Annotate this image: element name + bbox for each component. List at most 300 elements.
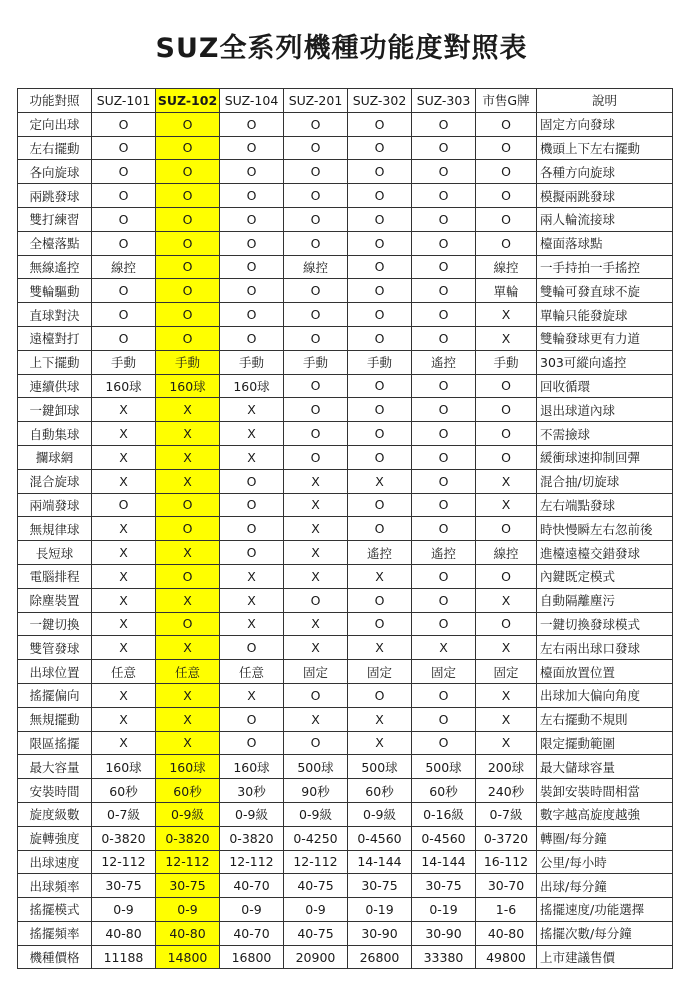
value-cell: X bbox=[476, 683, 537, 707]
value-cell: X bbox=[220, 588, 284, 612]
value-cell: O bbox=[284, 184, 348, 208]
description-cell: 回收循環 bbox=[537, 374, 673, 398]
value-cell: 0-9級 bbox=[284, 802, 348, 826]
value-cell: X bbox=[220, 612, 284, 636]
feature-cell: 攔球網 bbox=[18, 445, 92, 469]
header-description: 說明 bbox=[537, 89, 673, 113]
value-cell: 固定 bbox=[348, 660, 412, 684]
header-model: SUZ-102 bbox=[156, 89, 220, 113]
feature-cell: 出球速度 bbox=[18, 850, 92, 874]
value-cell: O bbox=[220, 469, 284, 493]
header-model: 市售G牌 bbox=[476, 89, 537, 113]
description-cell: 時快慢瞬左右忽前後 bbox=[537, 517, 673, 541]
value-cell: 0-3820 bbox=[156, 826, 220, 850]
value-cell: X bbox=[220, 564, 284, 588]
value-cell: O bbox=[476, 374, 537, 398]
value-cell: X bbox=[476, 493, 537, 517]
value-cell: 手動 bbox=[284, 350, 348, 374]
feature-cell: 定向出球 bbox=[18, 112, 92, 136]
value-cell: O bbox=[220, 136, 284, 160]
value-cell: O bbox=[156, 303, 220, 327]
value-cell: 固定 bbox=[412, 660, 476, 684]
table-row bbox=[18, 184, 673, 208]
value-cell: X bbox=[476, 731, 537, 755]
value-cell: O bbox=[220, 184, 284, 208]
value-cell: O bbox=[412, 564, 476, 588]
value-cell: 遙控 bbox=[348, 541, 412, 565]
value-cell: O bbox=[348, 184, 412, 208]
table-row bbox=[18, 231, 673, 255]
value-cell: O bbox=[348, 445, 412, 469]
description-cell: 單輪只能發旋球 bbox=[537, 303, 673, 327]
value-cell: O bbox=[284, 112, 348, 136]
value-cell: O bbox=[220, 731, 284, 755]
value-cell: O bbox=[476, 207, 537, 231]
value-cell: 0-4250 bbox=[284, 826, 348, 850]
table-row bbox=[18, 802, 673, 826]
value-cell: 手動 bbox=[476, 350, 537, 374]
value-cell: X bbox=[156, 707, 220, 731]
description-cell: 雙輪發球更有力道 bbox=[537, 326, 673, 350]
table-row bbox=[18, 350, 673, 374]
value-cell: O bbox=[284, 231, 348, 255]
value-cell: 40-70 bbox=[220, 874, 284, 898]
feature-cell: 一鍵卸球 bbox=[18, 398, 92, 422]
description-cell: 一鍵切換發球模式 bbox=[537, 612, 673, 636]
table-row bbox=[18, 303, 673, 327]
value-cell: 0-9 bbox=[284, 898, 348, 922]
description-cell: 出球/每分鐘 bbox=[537, 874, 673, 898]
table-header-row bbox=[18, 89, 673, 113]
value-cell: X bbox=[476, 636, 537, 660]
table-row bbox=[18, 588, 673, 612]
value-cell: O bbox=[476, 398, 537, 422]
value-cell: X bbox=[156, 636, 220, 660]
table-row bbox=[18, 850, 673, 874]
value-cell: X bbox=[284, 612, 348, 636]
value-cell: O bbox=[412, 255, 476, 279]
feature-cell: 一鍵切換 bbox=[18, 612, 92, 636]
value-cell: O bbox=[156, 160, 220, 184]
value-cell: 500球 bbox=[348, 755, 412, 779]
description-cell: 搖擺速度/功能選擇 bbox=[537, 898, 673, 922]
value-cell: X bbox=[92, 541, 156, 565]
value-cell: O bbox=[348, 422, 412, 446]
feature-cell: 左右擺動 bbox=[18, 136, 92, 160]
table-row bbox=[18, 779, 673, 803]
description-cell: 自動隔離塵污 bbox=[537, 588, 673, 612]
value-cell: O bbox=[476, 517, 537, 541]
value-cell: O bbox=[220, 517, 284, 541]
comparison-table bbox=[17, 88, 673, 969]
value-cell: 160球 bbox=[156, 755, 220, 779]
table-row bbox=[18, 707, 673, 731]
value-cell: O bbox=[412, 112, 476, 136]
feature-cell: 安裝時間 bbox=[18, 779, 92, 803]
value-cell: X bbox=[284, 493, 348, 517]
value-cell: O bbox=[412, 184, 476, 208]
value-cell: O bbox=[412, 588, 476, 612]
value-cell: 500球 bbox=[412, 755, 476, 779]
value-cell: O bbox=[412, 279, 476, 303]
value-cell: 30-75 bbox=[156, 874, 220, 898]
description-cell: 不需撿球 bbox=[537, 422, 673, 446]
header-feature: 功能對照 bbox=[18, 89, 92, 113]
value-cell: O bbox=[156, 564, 220, 588]
feature-cell: 自動集球 bbox=[18, 422, 92, 446]
value-cell: 手動 bbox=[348, 350, 412, 374]
value-cell: O bbox=[348, 112, 412, 136]
value-cell: O bbox=[156, 517, 220, 541]
value-cell: 33380 bbox=[412, 945, 476, 969]
value-cell: 40-75 bbox=[284, 921, 348, 945]
value-cell: O bbox=[348, 326, 412, 350]
table-row bbox=[18, 136, 673, 160]
value-cell: X bbox=[156, 398, 220, 422]
feature-cell: 雙打練習 bbox=[18, 207, 92, 231]
value-cell: X bbox=[476, 707, 537, 731]
value-cell: 手動 bbox=[156, 350, 220, 374]
value-cell: O bbox=[476, 160, 537, 184]
feature-cell: 無規擺動 bbox=[18, 707, 92, 731]
value-cell: 12-112 bbox=[220, 850, 284, 874]
description-cell: 轉圈/每分鐘 bbox=[537, 826, 673, 850]
value-cell: O bbox=[412, 683, 476, 707]
value-cell: O bbox=[156, 493, 220, 517]
feature-cell: 最大容量 bbox=[18, 755, 92, 779]
value-cell: 0-9 bbox=[156, 898, 220, 922]
value-cell: O bbox=[412, 445, 476, 469]
value-cell: 20900 bbox=[284, 945, 348, 969]
table-row bbox=[18, 422, 673, 446]
value-cell: 40-80 bbox=[476, 921, 537, 945]
value-cell: O bbox=[412, 422, 476, 446]
value-cell: O bbox=[348, 279, 412, 303]
description-cell: 混合抽/切旋球 bbox=[537, 469, 673, 493]
value-cell: 手動 bbox=[220, 350, 284, 374]
value-cell: 線控 bbox=[92, 255, 156, 279]
description-cell: 限定擺動範圍 bbox=[537, 731, 673, 755]
value-cell: 16-112 bbox=[476, 850, 537, 874]
value-cell: 遙控 bbox=[412, 350, 476, 374]
value-cell: X bbox=[156, 683, 220, 707]
value-cell: 0-3820 bbox=[220, 826, 284, 850]
value-cell: O bbox=[220, 541, 284, 565]
value-cell: X bbox=[348, 469, 412, 493]
value-cell: O bbox=[156, 279, 220, 303]
description-cell: 最大儲球容量 bbox=[537, 755, 673, 779]
table-row bbox=[18, 279, 673, 303]
value-cell: 0-9 bbox=[220, 898, 284, 922]
value-cell: X bbox=[156, 422, 220, 446]
table-row bbox=[18, 493, 673, 517]
value-cell: X bbox=[92, 445, 156, 469]
value-cell: X bbox=[156, 588, 220, 612]
description-cell: 公里/每小時 bbox=[537, 850, 673, 874]
value-cell: O bbox=[92, 326, 156, 350]
description-cell: 出球加大偏向角度 bbox=[537, 683, 673, 707]
feature-cell: 旋度級數 bbox=[18, 802, 92, 826]
value-cell: 0-3820 bbox=[92, 826, 156, 850]
value-cell: 90秒 bbox=[284, 779, 348, 803]
table-row bbox=[18, 160, 673, 184]
value-cell: 40-80 bbox=[156, 921, 220, 945]
value-cell: O bbox=[284, 422, 348, 446]
value-cell: O bbox=[284, 303, 348, 327]
description-cell: 左右兩出球口發球 bbox=[537, 636, 673, 660]
table-row bbox=[18, 921, 673, 945]
value-cell: 12-112 bbox=[156, 850, 220, 874]
table-row bbox=[18, 398, 673, 422]
value-cell: 30-75 bbox=[92, 874, 156, 898]
description-cell: 內鍵既定模式 bbox=[537, 564, 673, 588]
value-cell: 0-3720 bbox=[476, 826, 537, 850]
value-cell: 線控 bbox=[284, 255, 348, 279]
value-cell: 任意 bbox=[220, 660, 284, 684]
value-cell: X bbox=[476, 326, 537, 350]
value-cell: O bbox=[284, 588, 348, 612]
value-cell: O bbox=[220, 231, 284, 255]
value-cell: 0-9級 bbox=[220, 802, 284, 826]
value-cell: O bbox=[348, 255, 412, 279]
feature-cell: 遠檯對打 bbox=[18, 326, 92, 350]
feature-cell: 電腦排程 bbox=[18, 564, 92, 588]
value-cell: O bbox=[156, 326, 220, 350]
value-cell: O bbox=[220, 160, 284, 184]
value-cell: O bbox=[348, 374, 412, 398]
value-cell: O bbox=[284, 160, 348, 184]
value-cell: X bbox=[92, 422, 156, 446]
feature-cell: 旋轉強度 bbox=[18, 826, 92, 850]
value-cell: O bbox=[348, 517, 412, 541]
value-cell: 49800 bbox=[476, 945, 537, 969]
value-cell: O bbox=[220, 303, 284, 327]
value-cell: 0-16級 bbox=[412, 802, 476, 826]
feature-cell: 全檯落點 bbox=[18, 231, 92, 255]
value-cell: O bbox=[284, 374, 348, 398]
value-cell: O bbox=[92, 160, 156, 184]
value-cell: X bbox=[156, 541, 220, 565]
description-cell: 裝卸安裝時間相當 bbox=[537, 779, 673, 803]
value-cell: 0-9級 bbox=[156, 802, 220, 826]
value-cell: X bbox=[92, 517, 156, 541]
value-cell: X bbox=[220, 422, 284, 446]
header-model: SUZ-104 bbox=[220, 89, 284, 113]
table-row bbox=[18, 874, 673, 898]
value-cell: O bbox=[348, 303, 412, 327]
description-cell: 固定方向發球 bbox=[537, 112, 673, 136]
value-cell: O bbox=[220, 255, 284, 279]
value-cell: O bbox=[156, 231, 220, 255]
feature-cell: 兩端發球 bbox=[18, 493, 92, 517]
value-cell: 30秒 bbox=[220, 779, 284, 803]
value-cell: 60秒 bbox=[156, 779, 220, 803]
value-cell: 16800 bbox=[220, 945, 284, 969]
feature-cell: 兩跳發球 bbox=[18, 184, 92, 208]
value-cell: O bbox=[476, 445, 537, 469]
header-model: SUZ-201 bbox=[284, 89, 348, 113]
value-cell: X bbox=[92, 612, 156, 636]
value-cell: 30-75 bbox=[348, 874, 412, 898]
value-cell: O bbox=[284, 207, 348, 231]
feature-cell: 連續供球 bbox=[18, 374, 92, 398]
description-cell: 搖擺次數/每分鐘 bbox=[537, 921, 673, 945]
table-row bbox=[18, 541, 673, 565]
value-cell: O bbox=[412, 326, 476, 350]
description-cell: 上市建議售價 bbox=[537, 945, 673, 969]
value-cell: 40-80 bbox=[92, 921, 156, 945]
header-model: SUZ-101 bbox=[92, 89, 156, 113]
table-row bbox=[18, 326, 673, 350]
feature-cell: 出球位置 bbox=[18, 660, 92, 684]
value-cell: O bbox=[284, 731, 348, 755]
value-cell: O bbox=[476, 136, 537, 160]
value-cell: 0-4560 bbox=[412, 826, 476, 850]
value-cell: O bbox=[412, 469, 476, 493]
value-cell: X bbox=[284, 564, 348, 588]
value-cell: X bbox=[476, 303, 537, 327]
value-cell: 60秒 bbox=[92, 779, 156, 803]
description-cell: 退出球道內球 bbox=[537, 398, 673, 422]
description-cell: 一手持拍一手搖控 bbox=[537, 255, 673, 279]
header-model: SUZ-302 bbox=[348, 89, 412, 113]
table-row bbox=[18, 469, 673, 493]
value-cell: 160球 bbox=[220, 374, 284, 398]
value-cell: X bbox=[92, 707, 156, 731]
value-cell: O bbox=[476, 422, 537, 446]
value-cell: O bbox=[284, 445, 348, 469]
value-cell: O bbox=[476, 184, 537, 208]
value-cell: O bbox=[412, 231, 476, 255]
value-cell: 26800 bbox=[348, 945, 412, 969]
value-cell: 40-70 bbox=[220, 921, 284, 945]
value-cell: X bbox=[412, 636, 476, 660]
table-row bbox=[18, 683, 673, 707]
description-cell: 機頭上下左右擺動 bbox=[537, 136, 673, 160]
value-cell: 固定 bbox=[284, 660, 348, 684]
table-row bbox=[18, 207, 673, 231]
value-cell: 線控 bbox=[476, 541, 537, 565]
value-cell: X bbox=[348, 564, 412, 588]
value-cell: 60秒 bbox=[412, 779, 476, 803]
value-cell: 30-90 bbox=[348, 921, 412, 945]
value-cell: O bbox=[412, 136, 476, 160]
value-cell: 0-19 bbox=[412, 898, 476, 922]
value-cell: O bbox=[92, 112, 156, 136]
value-cell: O bbox=[92, 279, 156, 303]
value-cell: 1-6 bbox=[476, 898, 537, 922]
value-cell: O bbox=[284, 683, 348, 707]
value-cell: O bbox=[348, 683, 412, 707]
feature-cell: 限區搖擺 bbox=[18, 731, 92, 755]
value-cell: X bbox=[220, 445, 284, 469]
value-cell: O bbox=[348, 207, 412, 231]
value-cell: 200球 bbox=[476, 755, 537, 779]
value-cell: O bbox=[156, 612, 220, 636]
value-cell: O bbox=[92, 136, 156, 160]
feature-cell: 出球頻率 bbox=[18, 874, 92, 898]
feature-cell: 搖擺頻率 bbox=[18, 921, 92, 945]
value-cell: O bbox=[412, 707, 476, 731]
value-cell: 手動 bbox=[92, 350, 156, 374]
value-cell: O bbox=[412, 398, 476, 422]
value-cell: O bbox=[92, 207, 156, 231]
value-cell: O bbox=[412, 303, 476, 327]
value-cell: 11188 bbox=[92, 945, 156, 969]
feature-cell: 雙管發球 bbox=[18, 636, 92, 660]
value-cell: O bbox=[412, 517, 476, 541]
value-cell: O bbox=[156, 207, 220, 231]
feature-cell: 上下擺動 bbox=[18, 350, 92, 374]
description-cell: 左右擺動不規則 bbox=[537, 707, 673, 731]
table-row bbox=[18, 255, 673, 279]
feature-cell: 無線遙控 bbox=[18, 255, 92, 279]
value-cell: O bbox=[476, 231, 537, 255]
value-cell: 線控 bbox=[476, 255, 537, 279]
value-cell: O bbox=[348, 160, 412, 184]
value-cell: O bbox=[412, 374, 476, 398]
value-cell: 任意 bbox=[92, 660, 156, 684]
table-row bbox=[18, 112, 673, 136]
value-cell: 160球 bbox=[156, 374, 220, 398]
value-cell: 0-7級 bbox=[476, 802, 537, 826]
value-cell: O bbox=[92, 303, 156, 327]
value-cell: O bbox=[220, 112, 284, 136]
value-cell: O bbox=[92, 184, 156, 208]
value-cell: 14-144 bbox=[412, 850, 476, 874]
value-cell: O bbox=[348, 493, 412, 517]
value-cell: X bbox=[156, 445, 220, 469]
value-cell: 60秒 bbox=[348, 779, 412, 803]
value-cell: X bbox=[284, 541, 348, 565]
value-cell: 0-4560 bbox=[348, 826, 412, 850]
table-row bbox=[18, 612, 673, 636]
description-cell: 雙輪可發直球不旋 bbox=[537, 279, 673, 303]
value-cell: O bbox=[476, 564, 537, 588]
value-cell: O bbox=[412, 160, 476, 184]
value-cell: 30-70 bbox=[476, 874, 537, 898]
value-cell: X bbox=[156, 469, 220, 493]
value-cell: 12-112 bbox=[92, 850, 156, 874]
description-cell: 模擬兩跳發球 bbox=[537, 184, 673, 208]
value-cell: O bbox=[220, 493, 284, 517]
description-cell: 檯面放置位置 bbox=[537, 660, 673, 684]
value-cell: O bbox=[220, 326, 284, 350]
value-cell: 14-144 bbox=[348, 850, 412, 874]
value-cell: 0-19 bbox=[348, 898, 412, 922]
value-cell: O bbox=[220, 207, 284, 231]
value-cell: O bbox=[220, 279, 284, 303]
feature-cell: 長短球 bbox=[18, 541, 92, 565]
header-model: SUZ-303 bbox=[412, 89, 476, 113]
value-cell: X bbox=[92, 683, 156, 707]
value-cell: O bbox=[412, 207, 476, 231]
description-cell: 各種方向旋球 bbox=[537, 160, 673, 184]
table-row bbox=[18, 755, 673, 779]
value-cell: X bbox=[476, 588, 537, 612]
value-cell: X bbox=[92, 636, 156, 660]
table-row bbox=[18, 660, 673, 684]
value-cell: X bbox=[284, 707, 348, 731]
description-cell: 303可縱向遙控 bbox=[537, 350, 673, 374]
feature-cell: 搖擺模式 bbox=[18, 898, 92, 922]
value-cell: X bbox=[284, 517, 348, 541]
feature-cell: 機種價格 bbox=[18, 945, 92, 969]
feature-cell: 無規律球 bbox=[18, 517, 92, 541]
value-cell: 30-90 bbox=[412, 921, 476, 945]
value-cell: X bbox=[92, 588, 156, 612]
feature-cell: 混合旋球 bbox=[18, 469, 92, 493]
